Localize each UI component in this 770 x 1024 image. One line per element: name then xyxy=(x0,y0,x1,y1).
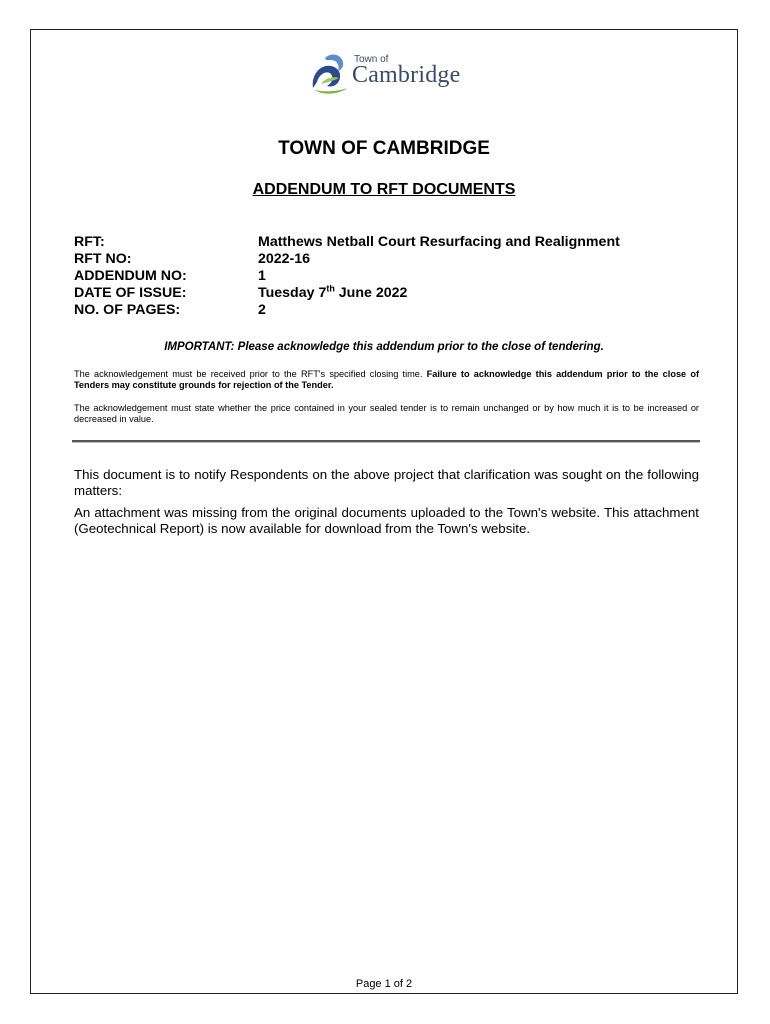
no-of-pages-value: 2 xyxy=(258,302,266,318)
town-of-cambridge-logo xyxy=(307,50,467,100)
addendum-no-label: ADDENDUM NO: xyxy=(74,268,187,284)
date-prefix: Tuesday 7 xyxy=(258,285,327,301)
document-title: TOWN OF CAMBRIDGE xyxy=(278,138,490,159)
rft-no-value: 2022-16 xyxy=(258,251,311,267)
logo-small-text: Town of xyxy=(354,54,389,65)
acknowledgement-paragraph-2: The acknowledgement must state whether the price contained in your sealed tender is to remain unchanged or by how much it is to be increased or decreased in value. xyxy=(74,403,699,424)
rft-info-table xyxy=(74,234,714,319)
rft-value: Matthews Netball Court Resurfacing and Realignment xyxy=(258,234,620,250)
ack-normal-text: The acknowledgement must be received prior to the RFT's specified closing time. xyxy=(74,369,427,379)
important-notice: IMPORTANT: Please acknowledge this addendum prior to the close of tendering. xyxy=(164,341,604,353)
ack-bold-text: Failure to acknowledge this addendum prior to the close of Tenders may constitute grounds for rejection of the Tender. xyxy=(74,369,700,390)
date-ordinal: th xyxy=(326,283,335,294)
addendum-no-value: 1 xyxy=(258,268,266,284)
document-subtitle: ADDENDUM TO RFT DOCUMENTS xyxy=(252,181,516,198)
rft-no-label: RFT NO: xyxy=(74,251,132,267)
document-page xyxy=(30,29,738,994)
body-paragraph-2: An attachment was missing from the original documents uploaded to the Town's website. This attachment (Geotechnical Report) is now available for download from the Town's website. xyxy=(74,505,699,536)
rft-row xyxy=(74,234,714,251)
date-suffix: June 2022 xyxy=(334,285,408,301)
rft-label: RFT: xyxy=(74,234,105,250)
page-number: Page 1 of 2 xyxy=(355,978,413,990)
swan-emblem-icon xyxy=(307,50,351,96)
date-of-issue-row xyxy=(74,285,714,302)
logo-town-name: Cambridge xyxy=(352,62,461,88)
no-of-pages-label: NO. OF PAGES: xyxy=(74,302,181,318)
body-paragraph-1: This document is to notify Respondents on the above project that clarification was sought on the following matters: xyxy=(74,467,699,498)
no-of-pages-row xyxy=(74,302,714,319)
section-divider xyxy=(72,440,700,443)
date-of-issue-label: DATE OF ISSUE: xyxy=(74,285,187,301)
addendum-no-row xyxy=(74,268,714,285)
date-of-issue-value xyxy=(258,285,407,302)
rft-no-row xyxy=(74,251,714,268)
acknowledgement-paragraph-1 xyxy=(74,369,699,391)
